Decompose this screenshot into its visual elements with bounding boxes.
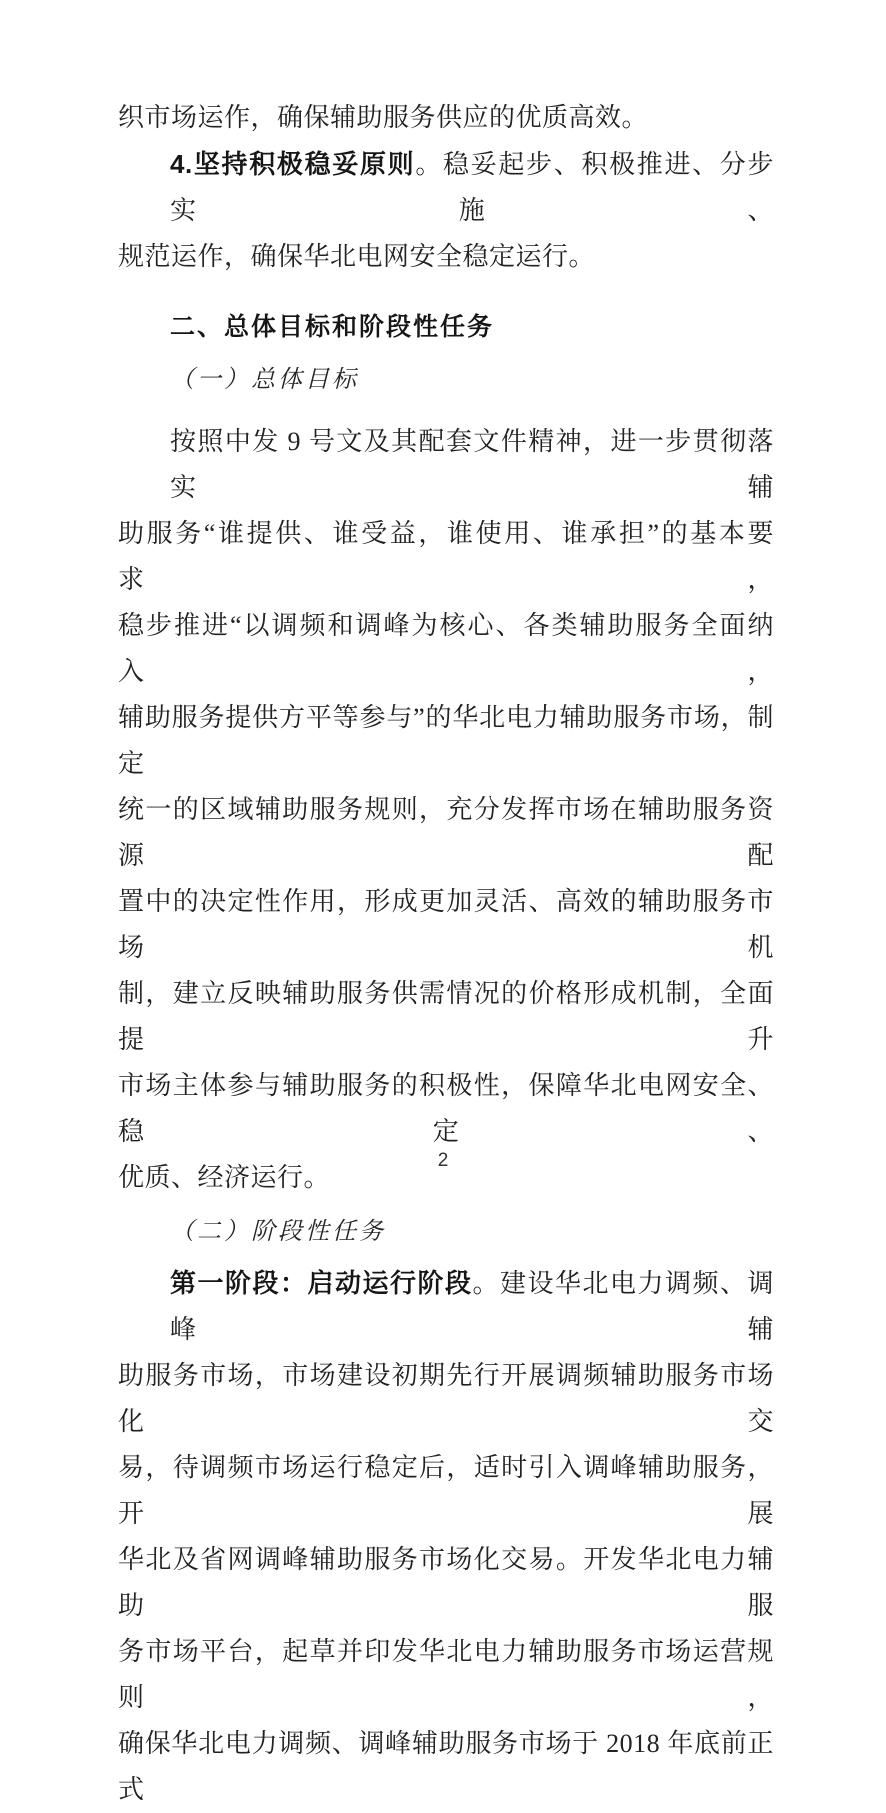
body-text: 确保华北电力调频、调峰辅助服务市场于 2018 年底前正式 <box>118 1729 774 1804</box>
body-text: 按照中发 9 号文及其配套文件精神，进一步贯彻落实辅 <box>170 427 774 502</box>
text-line <box>118 695 774 787</box>
text-line <box>118 419 774 511</box>
body-text: 市场主体参与辅助服务的积极性，保障华北电网安全、稳定、 <box>118 1071 774 1146</box>
body-text: 。稳妥起步、积极推进、分步实施、 <box>170 150 774 225</box>
subsection-heading-overall-goal <box>118 357 774 403</box>
text-line <box>118 787 774 879</box>
subsection-heading-stage-tasks <box>118 1209 774 1255</box>
body-text: （二）阶段性任务 <box>170 1219 386 1245</box>
text-line <box>118 1721 774 1813</box>
body-text: （一）总体目标 <box>170 367 359 393</box>
text-line <box>118 141 774 234</box>
bold-lead-text: 第一阶段：启动运行阶段 <box>170 1268 473 1298</box>
body-text: 统一的区域辅助服务规则，充分发挥市场在辅助服务资源配 <box>118 795 774 870</box>
text-line <box>118 1260 774 1353</box>
body-text: 稳步推进“以调频和调峰为核心、各类辅助服务全面纳入， <box>118 611 774 686</box>
body-text: 。建设华北电力调频、调峰辅 <box>170 1269 774 1344</box>
body-text: 织市场运作，确保辅助服务供应的优质高效。 <box>118 103 649 132</box>
text-line <box>118 1445 774 1537</box>
paragraph-overall-goal <box>118 419 774 1201</box>
text-line <box>118 511 774 603</box>
text-line <box>118 1063 774 1155</box>
text-line <box>118 234 774 280</box>
body-text: 华北及省网调峰辅助服务市场化交易。开发华北电力辅助服 <box>118 1545 774 1620</box>
text-line <box>118 879 774 971</box>
body-text: 易，待调频市场运行稳定后，适时引入调峰辅助服务，开展 <box>118 1453 774 1528</box>
page-footer <box>0 1150 886 1172</box>
page-number: 2 <box>437 1150 449 1171</box>
body-text: 制，建立反映辅助服务供需情况的价格形成机制，全面提升 <box>118 979 774 1054</box>
body-text: 务市场平台，起草并印发华北电力辅助服务市场运营规则， <box>118 1637 774 1712</box>
body-text: 辅助服务提供方平等参与”的华北电力辅助服务市场，制定 <box>118 703 774 778</box>
text-line <box>118 1353 774 1445</box>
section-heading-2 <box>118 304 774 350</box>
body-text: 二、总体目标和阶段性任务 <box>170 313 495 341</box>
bold-lead-text: 4.坚持积极稳妥原则 <box>170 149 416 179</box>
body-text: 优质、经济运行。 <box>118 1163 331 1192</box>
paragraph-stage-1 <box>118 1260 774 1813</box>
paragraph-market-operation-continued <box>118 95 774 141</box>
paragraph-principle-4 <box>118 141 774 280</box>
text-line <box>118 357 774 403</box>
body-text: 置中的决定性作用，形成更加灵活、高效的辅助服务市场机 <box>118 887 774 962</box>
text-line <box>118 603 774 695</box>
body-text: 助服务“谁提供、谁受益，谁使用、谁承担”的基本要求， <box>118 519 774 594</box>
body-text: 助服务市场，市场建设初期先行开展调频辅助服务市场化交 <box>118 1361 774 1436</box>
text-line <box>118 95 774 141</box>
text-line <box>118 1209 774 1255</box>
text-line <box>118 304 774 350</box>
text-line <box>118 1629 774 1721</box>
text-line <box>118 971 774 1063</box>
body-text: 规范运作，确保华北电网安全稳定运行。 <box>118 242 596 271</box>
text-line <box>118 1537 774 1629</box>
